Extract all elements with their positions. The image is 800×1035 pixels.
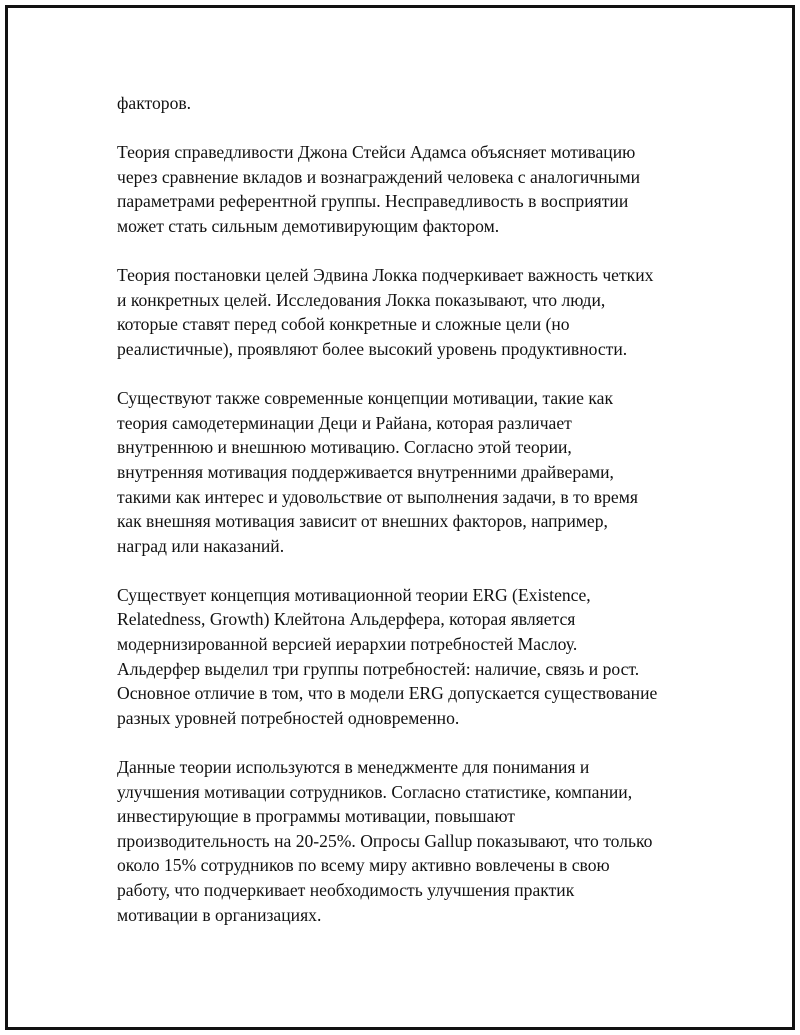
text-line: около 15% сотрудников по всему миру активно вовлечены в свою xyxy=(117,855,610,876)
text-line: Альдерфер выделил три группы потребностей: наличие, связь и рост. xyxy=(117,658,640,679)
text-line: внутреннюю и внешнюю мотивацию. Согласно этой теории, xyxy=(117,437,572,458)
text-line: факторов. xyxy=(117,93,192,113)
paragraph xyxy=(117,583,697,731)
text-line: разных уровней потребностей одновременно. xyxy=(117,707,460,728)
text-line: работу, что подчеркивает необходимость улучшения практик xyxy=(117,880,575,900)
text-line: инвестирующие в программы мотивации, повышают xyxy=(117,806,515,827)
text-line: мотивации в организациях. xyxy=(117,904,322,925)
text-line: Теория справедливости Джона Стейси Адамса объясняет мотивацию xyxy=(117,142,636,163)
paragraph xyxy=(117,386,697,558)
text-line: Данные теории используются в менеджменте для понимания и xyxy=(117,757,590,778)
text-line: и конкретных целей. Исследования Локка показывают, что люди, xyxy=(117,289,606,310)
text-line: параметрами референтной группы. Несправедливость в восприятии xyxy=(117,191,629,212)
paragraph xyxy=(117,140,697,238)
text-line: наград или наказаний. xyxy=(117,535,285,556)
text-line: как внешняя мотивация зависит от внешних факторов, например, xyxy=(117,511,608,532)
text-line: которые ставят перед собой конкретные и сложные цели (но xyxy=(117,314,570,335)
document-body xyxy=(117,91,697,952)
text-line: Существуют также современные концепции мотивации, такие как xyxy=(117,388,614,409)
text-line: Основное отличие в том, что в модели ERG допускается существование xyxy=(117,683,658,704)
text-line: теория самодетерминации Деци и Райана, которая различает xyxy=(117,412,572,433)
paragraph xyxy=(117,755,697,927)
text-line: улучшения мотивации сотрудников. Согласно статистике, компании, xyxy=(117,781,633,802)
text-line: может стать сильным демотивирующим фактором. xyxy=(117,215,500,236)
text-line: Теория постановки целей Эдвина Локка подчеркивает важность четких xyxy=(117,265,654,286)
text-line: производительность на 20-25%. Опросы Gallup показывают, что только xyxy=(117,830,653,851)
text-line: через сравнение вкладов и вознаграждений человека с аналогичными xyxy=(117,166,641,187)
text-line: реалистичные), проявляют более высокий уровень продуктивности. xyxy=(117,338,628,359)
text-line: модернизированной версией иерархии потребностей Маслоу. xyxy=(117,634,578,655)
text-line: Существует концепция мотивационной теории ERG (Existence, xyxy=(117,584,591,605)
text-line: Relatedness, Growth) Клейтона Альдерфера, которая является xyxy=(117,609,576,630)
paragraph xyxy=(117,91,697,116)
paragraph xyxy=(117,263,697,361)
text-line: внутренняя мотивация поддерживается внутренними драйверами, xyxy=(117,461,614,482)
text-line: такими как интерес и удовольствие от выполнения задачи, в то время xyxy=(117,486,638,507)
